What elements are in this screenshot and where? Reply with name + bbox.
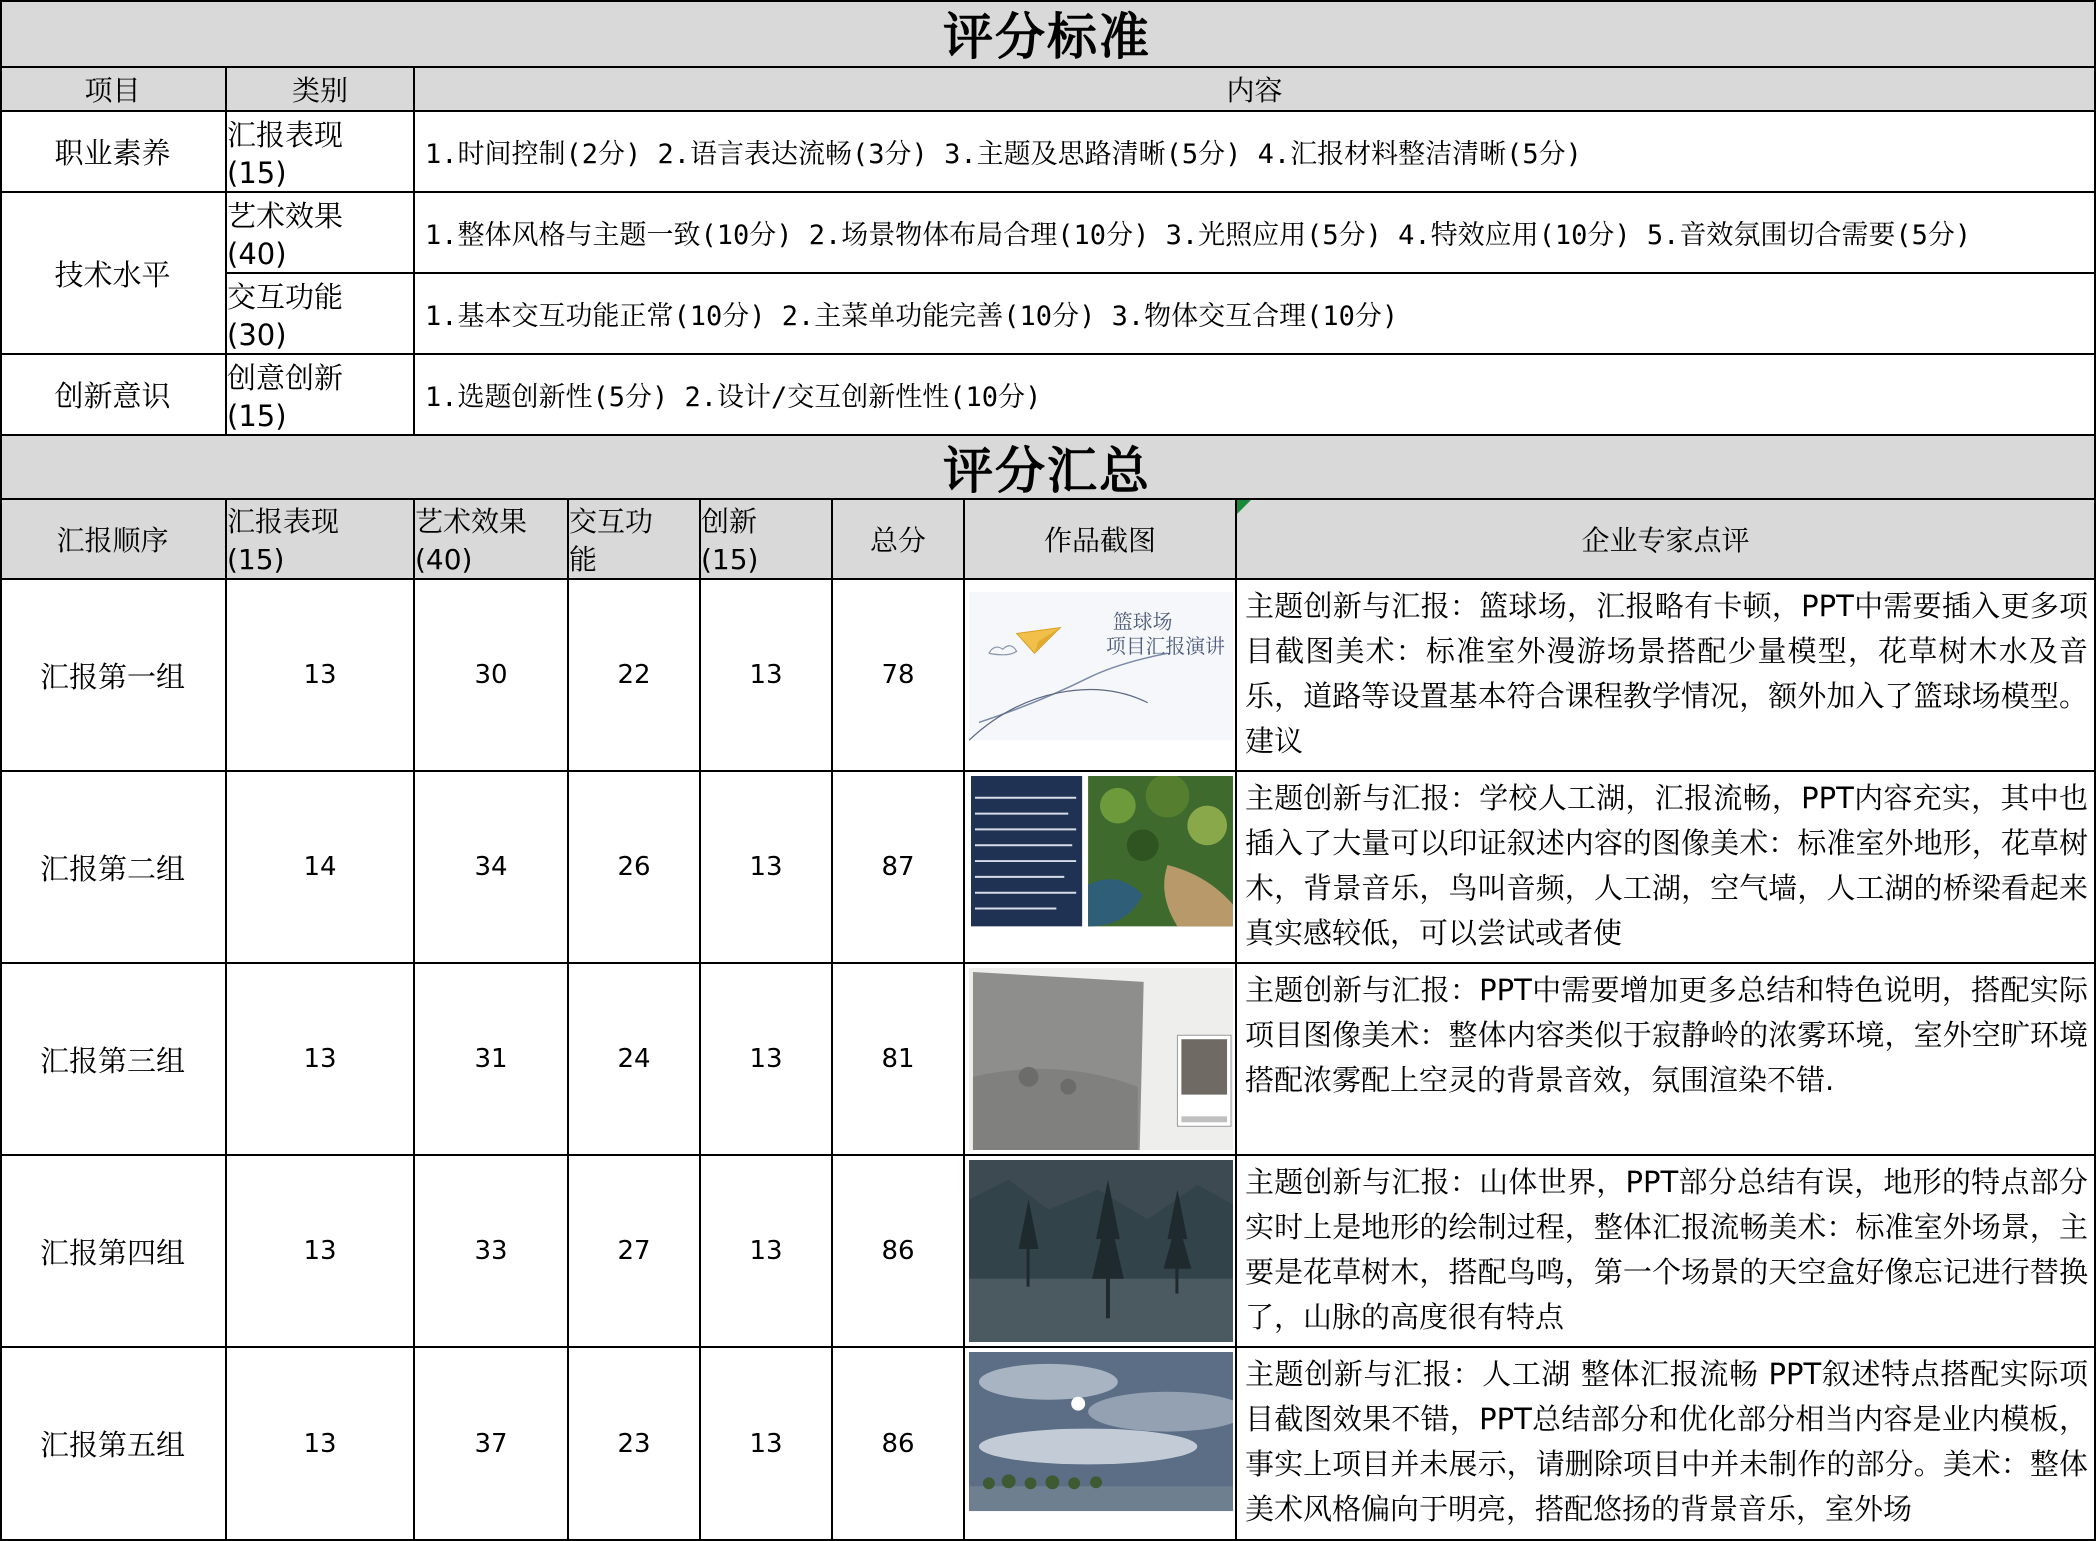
category-points: (40) [227,236,287,271]
screenshot-fog-scene [969,968,1233,1150]
slide-title: 篮球场 [1112,610,1173,634]
group-name-cell[interactable]: 汇报第五组 [0,1348,227,1541]
summary-header-interact[interactable] [569,500,701,580]
expert-comment-cell[interactable]: 主题创新与汇报：篮球场，汇报略有卡顿，PPT中需要插入更多项目截图美术：标准室外漫游场景搭配少量模型，花草树木水及音乐，道路等设置基本符合课程教学情况，额外加入了篮球场模型。建议 [1237,580,2096,772]
score-innovation-cell[interactable]: 13 [701,772,833,964]
expert-comment-cell[interactable]: 主题创新与汇报：山体世界，PPT部分总结有误，地形的特点部分实时上是地形的绘制过程，整体汇报流畅美术：标准室外场景，主要是花草树木，搭配鸟鸣，第一个场景的天空盒好像忘记进行替换了，山脉的高度很有特点 [1237,1156,2096,1348]
score-total-cell[interactable]: 81 [833,964,965,1156]
summary-header-report[interactable] [227,500,415,580]
score-report-cell[interactable]: 13 [227,1156,415,1348]
screenshot-basketball-slide [969,584,1233,766]
score-report-cell[interactable]: 13 [227,964,415,1156]
screenshot-cell[interactable] [965,772,1237,964]
category-label: 创意创新 [227,360,344,395]
criteria-item-cell[interactable]: 创新意识 [0,355,227,436]
category-label: 交互功能 [227,279,344,314]
summary-header-innovation[interactable] [701,500,833,580]
category-points: (15) [227,155,287,190]
screenshot-cell[interactable] [965,1156,1237,1348]
criteria-category-cell[interactable] [227,193,415,274]
criteria-item-cell[interactable]: 技术水平 [0,193,227,355]
criteria-content-cell[interactable]: 1.基本交互功能正常(10分) 2.主菜单功能完善(10分) 3.物体交互合理(10分) [415,274,2096,355]
header-points: (15) [227,543,285,576]
criteria-category-cell[interactable] [227,274,415,355]
category-points: (15) [227,398,287,433]
category-label: 汇报表现 [227,117,344,152]
criteria-content-cell[interactable]: 1.时间控制(2分) 2.语言表达流畅(3分) 3.主题及思路清晰(5分) 4.汇报材料整洁清晰(5分) [415,112,2096,193]
summary-header-art[interactable] [415,500,569,580]
category-points: (30) [227,317,287,352]
score-art-cell[interactable]: 30 [415,580,569,772]
header-points: (15) [701,543,759,576]
criteria-item-cell[interactable]: 职业素养 [0,112,227,193]
summary-title[interactable]: 评分汇总 [0,436,2096,500]
criteria-content-cell[interactable]: 1.选题创新性(5分) 2.设计/交互创新性性(10分) [415,355,2096,436]
score-report-cell[interactable]: 13 [227,1348,415,1541]
score-interact-cell[interactable]: 24 [569,964,701,1156]
group-name-cell[interactable]: 汇报第二组 [0,772,227,964]
score-innovation-cell[interactable]: 13 [701,964,833,1156]
expert-comment-cell[interactable]: 主题创新与汇报：人工湖 整体汇报流畅 PPT叙述特点搭配实际项目截图效果不错，PPT总结部分和优化部分相当内容是业内模板，事实上项目并未展示，请删除项目中并未制作的部分。美术：整体美术风格偏向于明亮，搭配悠扬的背景音乐，室外场 [1237,1348,2096,1541]
screenshot-mountain-scene [969,1160,1233,1342]
score-innovation-cell[interactable]: 13 [701,580,833,772]
group-name-cell[interactable]: 汇报第三组 [0,964,227,1156]
score-art-cell[interactable]: 37 [415,1348,569,1541]
header-label: 交互功 [569,505,654,538]
criteria-header-item[interactable]: 项目 [0,68,227,112]
score-interact-cell[interactable]: 22 [569,580,701,772]
summary-header-total[interactable]: 总分 [833,500,965,580]
slide-subtitle: 项目汇报演讲 [1106,635,1226,659]
score-total-cell[interactable]: 87 [833,772,965,964]
comment-indicator-icon [1237,500,1251,514]
group-name-cell[interactable]: 汇报第四组 [0,1156,227,1348]
expert-comment-cell[interactable]: 主题创新与汇报：PPT中需要增加更多总结和特色说明，搭配实际项目图像美术：整体内容类似于寂静岭的浓雾环境，室外空旷环境搭配浓雾配上空灵的背景音效，氛围渲染不错. [1237,964,2096,1156]
screenshot-cell[interactable] [965,1348,1237,1541]
screenshot-sky-lake-scene [969,1352,1233,1535]
header-label: 创新 [701,505,758,538]
criteria-title[interactable]: 评分标准 [0,0,2096,68]
score-interact-cell[interactable]: 26 [569,772,701,964]
criteria-category-cell[interactable] [227,112,415,193]
header-label-wrap: 能 [569,543,598,576]
header-label: 艺术效果 [415,505,528,538]
score-art-cell[interactable]: 31 [415,964,569,1156]
summary-header-screenshot[interactable]: 作品截图 [965,500,1237,580]
screenshot-cell[interactable] [965,964,1237,1156]
screenshot-cell[interactable] [965,580,1237,772]
category-label: 艺术效果 [227,198,344,233]
criteria-header-category[interactable]: 类别 [227,68,415,112]
summary-header-comment[interactable]: 企业专家点评 [1237,500,2096,580]
criteria-category-cell[interactable] [227,355,415,436]
score-innovation-cell[interactable]: 13 [701,1348,833,1541]
score-interact-cell[interactable]: 27 [569,1156,701,1348]
score-total-cell[interactable]: 78 [833,580,965,772]
criteria-content-cell[interactable]: 1.整体风格与主题一致(10分) 2.场景物体布局合理(10分) 3.光照应用(5分) 4.特效应用(10分) 5.音效氛围切合需要(5分) [415,193,2096,274]
group-name-cell[interactable]: 汇报第一组 [0,580,227,772]
screenshot-lake-scene [969,776,1233,958]
score-art-cell[interactable]: 34 [415,772,569,964]
score-report-cell[interactable]: 13 [227,580,415,772]
score-total-cell[interactable]: 86 [833,1156,965,1348]
header-points: (40) [415,543,473,576]
score-total-cell[interactable]: 86 [833,1348,965,1541]
criteria-header-content[interactable]: 内容 [415,68,2096,112]
score-innovation-cell[interactable]: 13 [701,1156,833,1348]
score-art-cell[interactable]: 33 [415,1156,569,1348]
score-report-cell[interactable]: 14 [227,772,415,964]
summary-header-order[interactable]: 汇报顺序 [0,500,227,580]
header-label: 汇报表现 [227,505,340,538]
score-interact-cell[interactable]: 23 [569,1348,701,1541]
expert-comment-cell[interactable]: 主题创新与汇报：学校人工湖，汇报流畅，PPT内容充实，其中也插入了大量可以印证叙述内容的图像美术：标准室外地形，花草树木，背景音乐，鸟叫音频，人工湖，空气墙，人工湖的桥梁看起来真实感较低，可以尝试或者使 [1237,772,2096,964]
